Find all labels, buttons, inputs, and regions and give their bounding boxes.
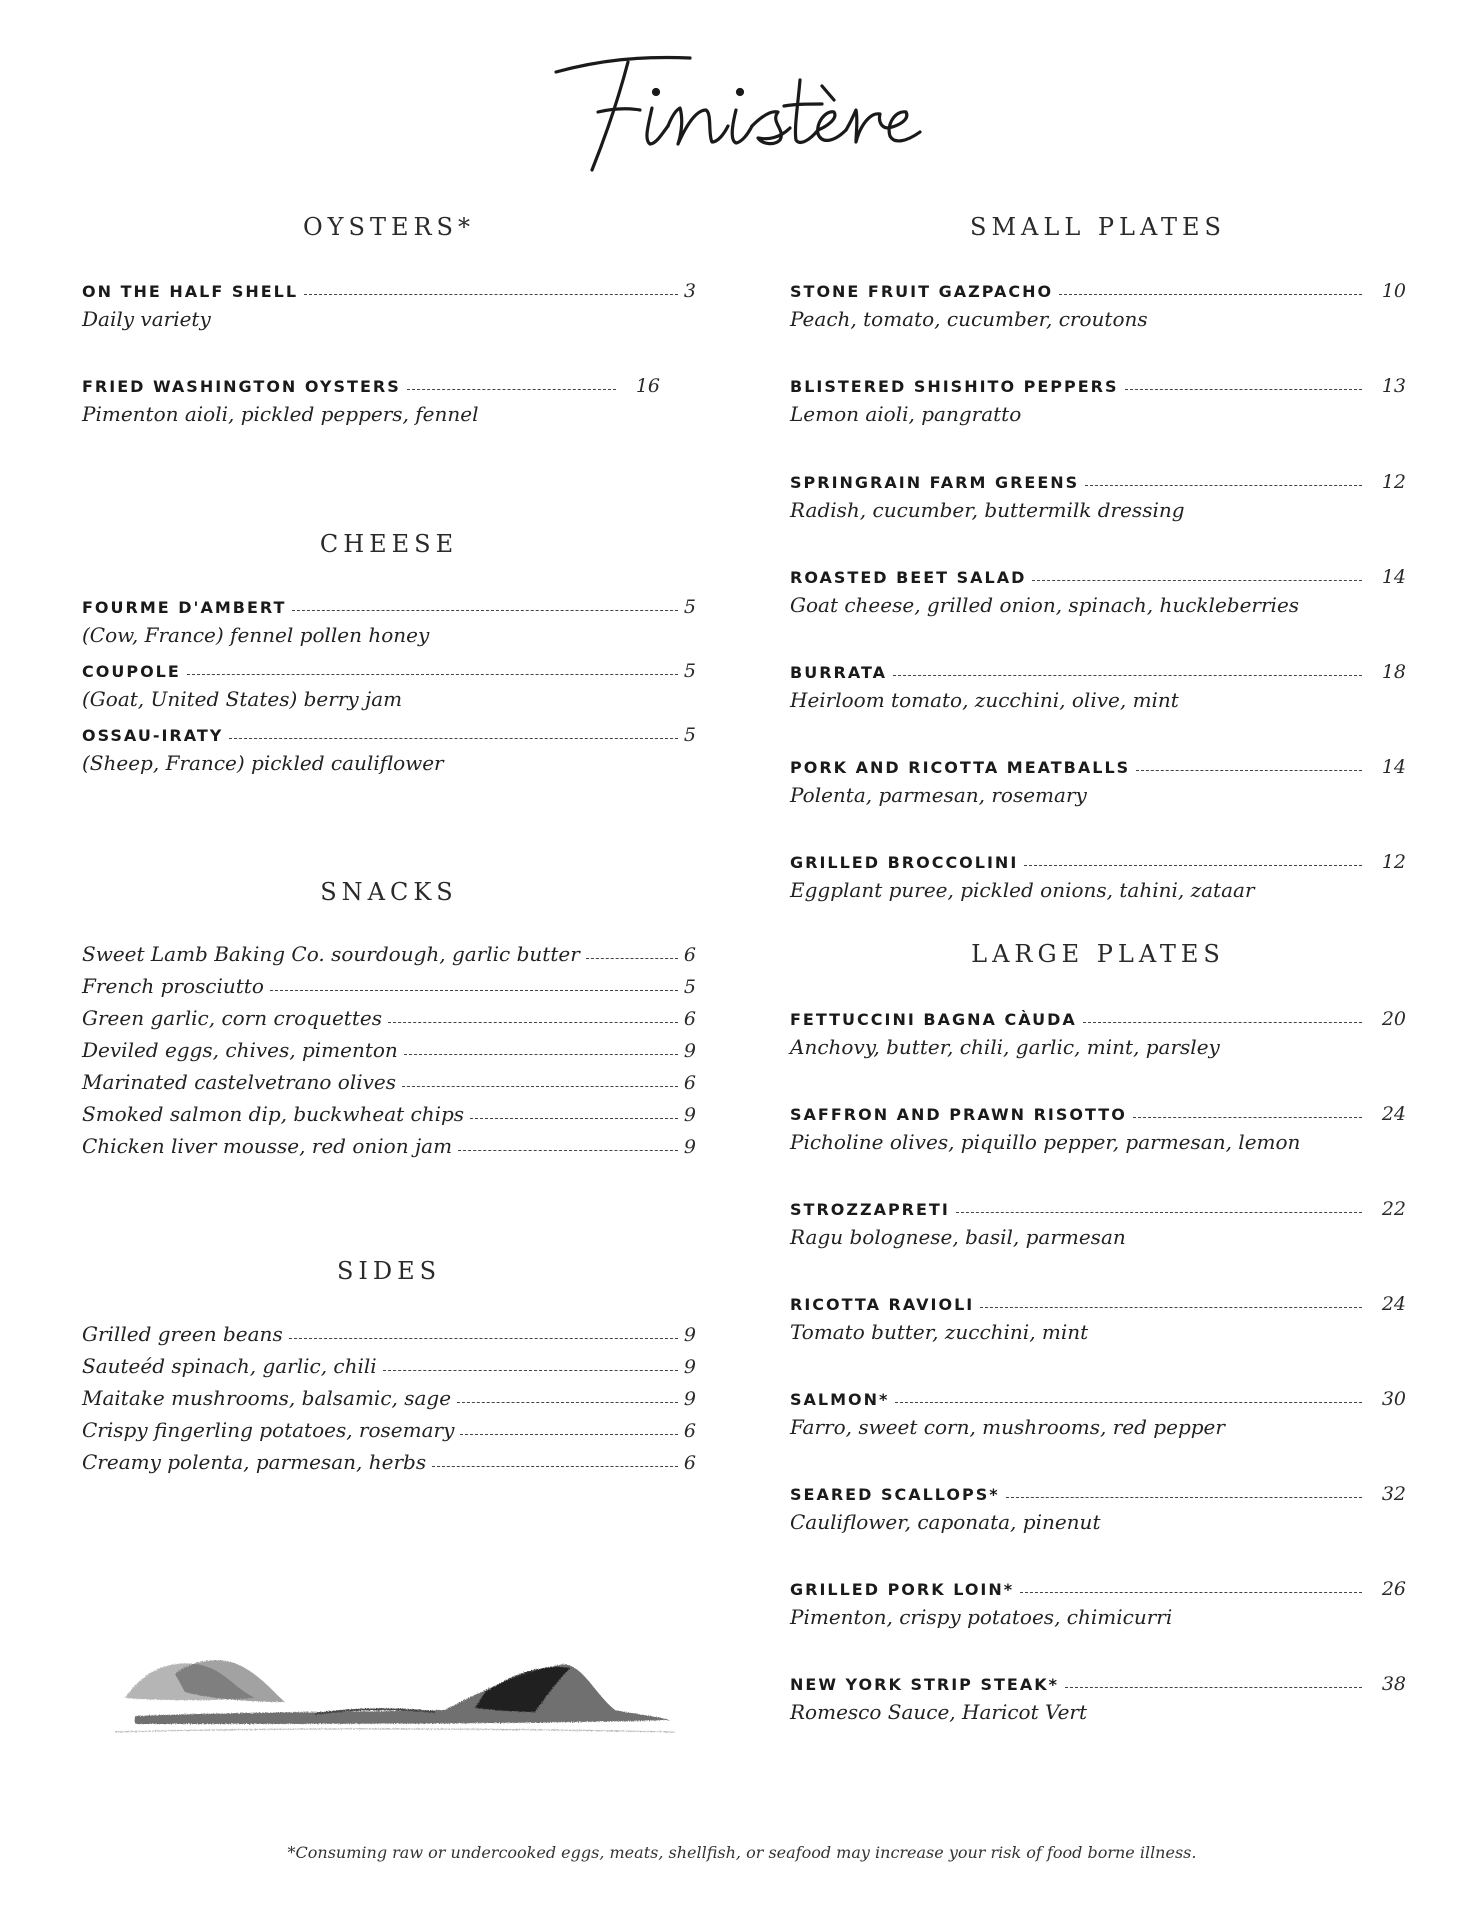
item-name: BLISTERED SHISHITO PEPPERS [790,377,1119,396]
item-description: (Sheep, France) pickled cauliflower [82,751,444,775]
menu-item [790,280,1406,331]
item-description: (Goat, United States) berry jam [82,687,403,711]
dot-leader [402,1086,678,1087]
item-price: 26 [1381,1578,1406,1600]
section-title-small-plates: SMALL PLATES [970,213,1226,241]
item-price: 20 [1381,1008,1406,1030]
item-price: 9 [683,1136,696,1158]
item-name: BURRATA [790,663,888,682]
item-name: FETTUCCINI BAGNA CÀUDA [790,1010,1077,1029]
item-price: 38 [1381,1673,1406,1695]
item-description: Peach, tomato, cucumber, croutons [790,307,1148,331]
item-name: Crispy fingerling potatoes, rosemary [82,1418,455,1442]
item-price: 22 [1381,1198,1406,1220]
section-title-cheese: CHEESE [319,530,459,558]
item-name: Smoked salmon dip, buckwheat chips [82,1102,465,1126]
dot-leader [383,1370,678,1371]
dot-leader [292,610,678,611]
menu-item [790,471,1406,522]
item-name: GRILLED PORK LOIN* [790,1580,1015,1599]
item-name: SEARED SCALLOPS* [790,1485,1000,1504]
food-safety-footnote: *Consuming raw or undercooked eggs, meats, shellfish, or seafood may increase your risk of food borne illness. [287,1843,1197,1862]
item-price: 14 [1381,756,1406,778]
item-price: 12 [1381,471,1406,493]
item-price: 9 [683,1104,696,1126]
item-price: 9 [683,1324,696,1346]
dot-leader [229,738,678,739]
dot-leader [1059,294,1362,295]
side-item [82,1418,696,1442]
item-name: Chicken liver mousse, red onion jam [82,1134,453,1158]
item-description: Pimenton, crispy potatoes, chimicurri [790,1605,1173,1629]
item-name: SALMON* [790,1390,890,1409]
dot-leader [432,1466,678,1467]
snack-item [82,1006,696,1030]
finistere-logo [0,30,1484,180]
menu-item [790,1483,1406,1534]
dot-leader [388,1022,678,1023]
dot-leader [304,294,678,295]
menu-item [790,1578,1406,1629]
side-item [82,1354,696,1378]
snack-item [82,1070,696,1094]
item-name: French prosciutto [82,974,264,998]
item-name: RICOTTA RAVIOLI [790,1295,975,1314]
item-name: STONE FRUIT GAZPACHO [790,282,1054,301]
item-name: STROZZAPRETI [790,1200,950,1219]
dot-leader [270,990,678,991]
item-description: Anchovy, butter, chili, garlic, mint, parsley [790,1035,1220,1059]
dot-leader [289,1338,678,1339]
item-price: 30 [1381,1388,1406,1410]
item-description: Heirloom tomato, zucchini, olive, mint [790,688,1179,712]
item-price: 9 [683,1356,696,1378]
item-price: 9 [683,1388,696,1410]
dot-leader [956,1212,1362,1213]
menu-item [790,851,1406,902]
menu-item-on-the-half-shell [82,280,696,331]
dot-leader [895,1402,1361,1403]
item-price: 3 [683,280,696,302]
item-price: 18 [1381,661,1406,683]
item-description: (Cow, France) fennel pollen honey [82,623,430,647]
menu-item [790,661,1406,712]
item-price: 9 [683,1040,696,1062]
item-price: 6 [683,1008,696,1030]
snack-item [82,1038,696,1062]
item-name: SAFFRON AND PRAWN RISOTTO [790,1105,1127,1124]
item-description: Radish, cucumber, buttermilk dressing [790,498,1185,522]
dot-leader [1125,389,1362,390]
item-name: NEW YORK STRIP STEAK* [790,1675,1059,1694]
section-title-sides: SIDES [336,1257,442,1285]
item-price: 5 [683,596,696,618]
dot-leader [1032,580,1361,581]
item-description: Ragu bolognese, basil, parmesan [790,1225,1126,1249]
item-price: 6 [683,944,696,966]
menu-item [790,756,1406,807]
menu-item [790,375,1406,426]
item-description: Cauliflower, caponata, pinenut [790,1510,1101,1534]
item-description: Tomato butter, zucchini, mint [790,1320,1089,1344]
dot-leader [1065,1687,1362,1688]
dot-leader [1083,1022,1362,1023]
item-price: 5 [683,976,696,998]
item-price: 5 [683,724,696,746]
snack-item [82,974,696,998]
dot-leader [980,1307,1362,1308]
dot-leader [458,1150,678,1151]
item-price: 6 [683,1452,696,1474]
menu-item [790,1673,1406,1724]
item-name: Sweet Lamb Baking Co. sourdough, garlic butter [82,942,580,966]
item-price: 12 [1381,851,1406,873]
section-title-snacks: SNACKS [320,878,458,906]
item-price: 24 [1381,1103,1406,1125]
dot-leader [1085,485,1362,486]
section-title-oysters: OYSTERS* [303,213,475,241]
menu-item [790,1293,1406,1344]
menu-item-fourme-dambert [82,596,696,647]
item-price: 13 [1381,375,1406,397]
item-price: 6 [683,1420,696,1442]
item-price: 16 [635,375,660,397]
dot-leader [1133,1117,1362,1118]
side-item [82,1386,696,1410]
item-description: Goat cheese, grilled onion, spinach, huckleberries [790,593,1300,617]
side-item [82,1322,696,1346]
section-title-large-plates: LARGE PLATES [971,940,1225,968]
menu-item-ossau-iraty [82,724,696,775]
dot-leader [1020,1592,1362,1593]
item-description: Picholine olives, piquillo pepper, parmesan, lemon [790,1130,1301,1154]
item-price: 24 [1381,1293,1406,1315]
dot-leader [457,1402,678,1403]
item-name: Green garlic, corn croquettes [82,1006,382,1030]
dot-leader [1136,770,1362,771]
dot-leader [460,1434,678,1435]
item-name: ON THE HALF SHELL [82,282,299,301]
item-name: OSSAU-IRATY [82,726,224,745]
snack-item [82,1134,696,1158]
item-name: SPRINGRAIN FARM GREENS [790,473,1080,492]
item-name: GRILLED BROCCOLINI [790,853,1019,872]
menu-item [790,1008,1406,1059]
menu-item [790,1198,1406,1249]
item-price: 32 [1381,1483,1406,1505]
dot-leader [893,675,1362,676]
dot-leader [1006,1497,1362,1498]
item-name: Maitake mushrooms, balsamic, sage [82,1386,452,1410]
item-price: 6 [683,1072,696,1094]
side-item [82,1450,696,1474]
item-price: 10 [1381,280,1406,302]
item-name: Creamy polenta, parmesan, herbs [82,1450,427,1474]
snack-item [82,942,696,966]
item-description: Romesco Sauce, Haricot Vert [790,1700,1088,1724]
item-name: Sauteéd spinach, garlic, chili [82,1354,377,1378]
dot-leader [404,1054,678,1055]
item-name: COUPOLE [82,662,181,681]
item-price: 14 [1381,566,1406,588]
dot-leader [1024,865,1362,866]
item-price: 5 [683,660,696,682]
item-description: Farro, sweet corn, mushrooms, red pepper [790,1415,1225,1439]
dot-leader [187,674,678,675]
item-description: Pimenton aioli, pickled peppers, fennel [82,402,479,426]
dot-leader [407,389,616,390]
item-description: Polenta, parmesan, rosemary [790,783,1087,807]
item-description: Lemon aioli, pangratto [790,402,1022,426]
snack-item [82,1102,696,1126]
item-name: FRIED WASHINGTON OYSTERS [82,377,401,396]
item-name: Deviled eggs, chives, pimenton [82,1038,398,1062]
item-name: Marinated castelvetrano olives [82,1070,397,1094]
menu-item-coupole [82,660,696,711]
dot-leader [586,958,678,959]
item-name: FOURME D'AMBERT [82,598,287,617]
item-name: PORK AND RICOTTA MEATBALLS [790,758,1131,777]
dot-leader [470,1118,678,1119]
menu-item [790,1388,1406,1439]
menu-item [790,1103,1406,1154]
menu-item-fried-washington-oysters [82,375,696,426]
coastline-illustration [115,1628,675,1746]
item-name: ROASTED BEET SALAD [790,568,1027,587]
menu-item [790,566,1406,617]
item-name: Grilled green beans [82,1322,283,1346]
item-description: Daily variety [82,307,211,331]
item-description: Eggplant puree, pickled onions, tahini, zataar [790,878,1255,902]
